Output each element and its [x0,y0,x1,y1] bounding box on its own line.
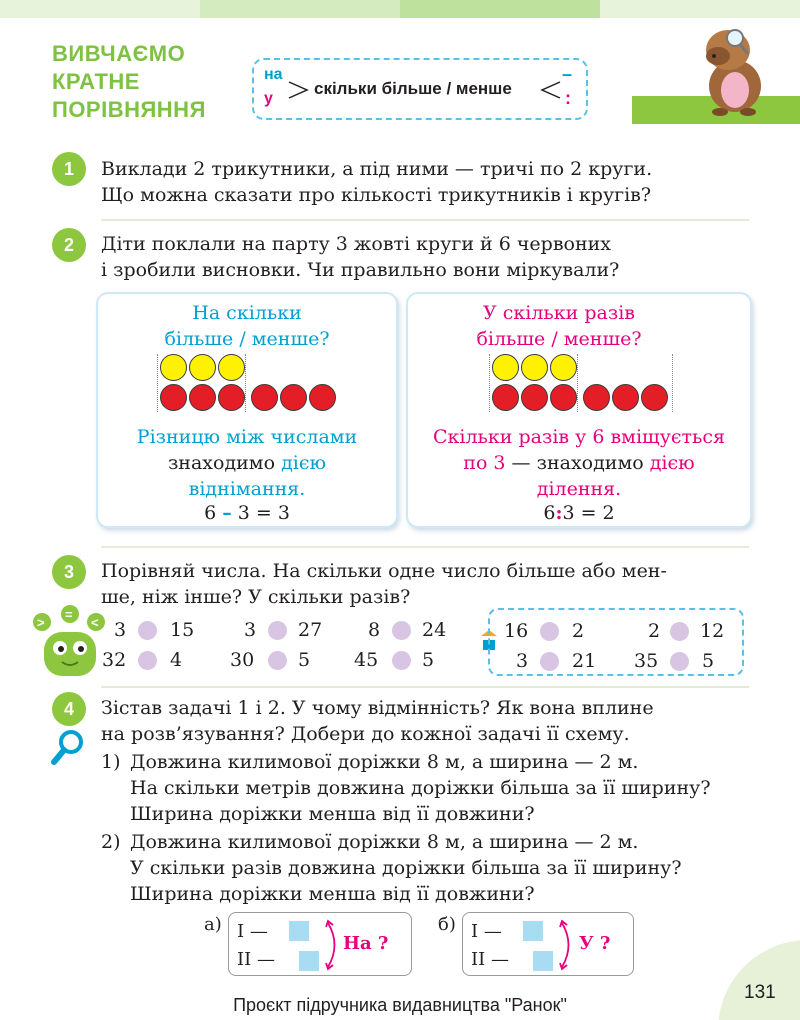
svg-text:=: = [65,607,73,622]
lesson-title [52,40,206,124]
magnifier-icon [50,728,86,766]
guide-line-left [157,354,158,412]
card-right-conclusion-2 [408,450,750,476]
eq-left-op: – [222,502,232,524]
task-4-line-2: на розв’язування? Добери до кожної задачі її схему. [101,723,630,745]
top-bar-2 [200,0,400,18]
cmp-r1-c3-b: 24 [422,619,447,641]
problem-2-line-3: Ширина доріжки менша від її довжини? [130,883,535,905]
red-circle [641,384,668,411]
red-circle [280,384,307,411]
problem-2-line-2: У скільки разів довжина доріжки більша за її ширину? [130,857,682,879]
arrow-right-icon [287,78,309,102]
topic-colon: : [565,88,571,108]
red-circle [251,384,278,411]
scheme-b-square-1 [523,921,543,941]
red-circle [189,384,216,411]
eq-right-op: : [555,502,563,524]
task-4-line-1: Зістав задачі 1 і 2. У чому відмінність? Як вона вплине [101,697,654,719]
card-left-equation [98,500,396,526]
topic-na: на [264,66,283,83]
problem-1-line-2: На скільки метрів довжина доріжки більша за її ширину? [130,777,711,799]
card-right-equation [408,500,750,526]
title-line-1: ВИВЧАЄМО [52,41,186,66]
task-1-badge: 1 [52,152,86,186]
cmp-r2-c1-circle[interactable] [138,651,157,670]
cmp-r2-c2-a: 30 [230,649,255,671]
eq-left-b: 3 = 3 [231,502,290,524]
page-number: 131 [744,982,776,1003]
problem-2-number: 2) [101,831,121,853]
task-1-line-2: Що можна сказати про кількості трикутників і кругів? [101,184,652,206]
task-2-badge: 2 [52,228,86,262]
cmp-r2-c1-a: 32 [102,649,127,671]
card-right-conclusion-2b: — знаходимо [505,452,650,474]
scheme-a-square-1 [289,921,309,941]
topic-u: у [264,90,273,107]
cmp-r2-c2-b: 5 [298,649,311,671]
card-right-conclusion-3: ділення. [536,478,622,500]
card-right-conclusion-2a: по 3 [463,452,506,474]
scheme-a-square-2 [299,951,319,971]
capybara-mascot-icon [690,20,780,116]
cmp-r2-c3-b: 5 [422,649,435,671]
problem-1-line-3: Ширина доріжки менша від її довжини? [130,803,535,825]
divider-2 [101,546,749,548]
card-right-conclusion-2c: дією [649,452,695,474]
cmp-r1-c5-circle[interactable] [670,622,689,641]
task-3-badge: 3 [52,555,86,589]
cmp-r1-c2-a: 3 [244,619,257,641]
eq-right-a: 6 [543,502,556,524]
cmp-r1-c3-a: 8 [368,619,381,641]
curved-arrow-icon [559,919,577,971]
scheme-b-row-2: II — [471,949,509,970]
yellow-circle [160,354,187,381]
title-line-2: КРАТНЕ [52,69,140,94]
svg-text:>: > [37,615,45,630]
card-difference [96,292,398,528]
yellow-circle [189,354,216,381]
cmp-r2-c5-circle[interactable] [670,652,689,671]
cmp-r2-c4-a: 3 [516,650,529,672]
task-1-line-1: Виклади 2 трикутники, а під ними — тричі по 2 круги. [101,158,653,180]
scheme-b-square-2 [533,951,553,971]
scheme-b [462,912,634,976]
scheme-b-row-1: I — [471,921,502,942]
problem-2-line-1: Довжина килимової доріжки 8 м, а ширина — 2 м. [130,831,639,853]
cmp-r2-c2-circle[interactable] [268,651,287,670]
top-bar-3 [400,0,600,18]
problem-1-line-1: Довжина килимової доріжки 8 м, а ширина — 2 м. [130,751,639,773]
red-circles-row [160,384,350,412]
cmp-r2-c4-b: 21 [572,650,597,672]
cmp-r2-c3-circle[interactable] [392,651,411,670]
divider-3 [101,686,749,688]
red-circles-row [492,384,682,412]
card-left-conclusion-1: Різницю між числами [136,426,358,448]
red-circle [612,384,639,411]
red-circle [492,384,519,411]
red-circle [550,384,577,411]
task-3-line-2: ше, ніж інше? У скільки разів? [101,586,411,608]
cmp-r2-c3-a: 45 [354,649,379,671]
cmp-r1-c1-a: 3 [114,619,127,641]
divider-1 [101,219,749,221]
cmp-r1-c3-circle[interactable] [392,621,411,640]
topic-text: скільки більше / менше [314,79,512,98]
problem-1-number: 1) [101,751,121,773]
top-bar-4 [600,0,800,18]
cmp-r1-c4-circle[interactable] [540,622,559,641]
cmp-r1-c4-b: 2 [572,620,585,642]
scheme-b-question: У ? [579,933,611,954]
card-left-conclusion-2a: знаходимо [167,452,282,474]
top-bar-1 [0,0,200,18]
yellow-circle [521,354,548,381]
card-right-question-2: більше / менше? [476,328,642,350]
topic-box [252,58,588,120]
red-circle [218,384,245,411]
yellow-circles-row [160,354,246,382]
card-right-question-1: У скільки разів [483,302,635,324]
yellow-circle [492,354,519,381]
yellow-circle [550,354,577,381]
task-2-line-2: і зробили висновки. Чи правильно вони міркували? [101,259,620,281]
card-left-question-2: більше / менше? [164,328,330,350]
card-ratio [406,292,752,528]
cmp-r2-c4-circle[interactable] [540,652,559,671]
footer-text: Проєкт підручника видавництва "Ранок" [233,995,567,1015]
cmp-r1-c2-circle[interactable] [268,621,287,640]
card-left-conclusion-3: віднімання. [188,478,306,500]
cmp-r1-c5-a: 2 [648,620,661,642]
topic-minus: – [562,64,573,84]
card-left-conclusion-2b: дією [281,452,327,474]
eq-right-b: 3 = 2 [562,502,615,524]
title-line-3: ПОРІВНЯННЯ [52,97,206,122]
scheme-a-question: На ? [343,933,389,954]
scheme-a-row-1: I — [237,921,268,942]
advanced-pairs-box [488,608,744,676]
svg-text:<: < [91,615,99,630]
cmp-r2-c1-b: 4 [170,649,183,671]
task-3-line-1: Порівняй числа. На скільки одне число більше або мен- [101,560,667,582]
alien-mascot-icon [30,604,108,678]
red-circle [309,384,336,411]
scheme-a [228,912,412,976]
curved-arrow-icon [325,919,343,971]
yellow-circle [218,354,245,381]
scheme-b-label: б) [438,914,456,935]
card-left-question-1: На скільки [192,302,302,324]
arrow-left-icon [540,78,562,102]
eq-left-a: 6 [204,502,223,524]
cmp-r1-c1-b: 15 [170,619,195,641]
scheme-a-row-2: II — [237,949,275,970]
cmp-r1-c2-b: 27 [298,619,323,641]
cmp-r2-c5-a: 35 [634,650,659,672]
scheme-a-label: а) [204,914,222,935]
cmp-r1-c1-circle[interactable] [138,621,157,640]
task-4-badge: 4 [52,692,86,726]
red-circle [160,384,187,411]
card-left-conclusion-2 [98,450,396,476]
cmp-r1-c4-a: 16 [504,620,529,642]
red-circle [583,384,610,411]
card-right-conclusion-1: Скільки разів у 6 вміщується [432,426,725,448]
yellow-circles-row [492,354,578,382]
guide-line-left [489,354,490,412]
cmp-r2-c5-b: 5 [702,650,715,672]
red-circle [521,384,548,411]
task-2-line-1: Діти поклали на парту 3 жовті круги й 6 червоних [101,233,612,255]
cmp-r1-c5-b: 12 [700,620,725,642]
